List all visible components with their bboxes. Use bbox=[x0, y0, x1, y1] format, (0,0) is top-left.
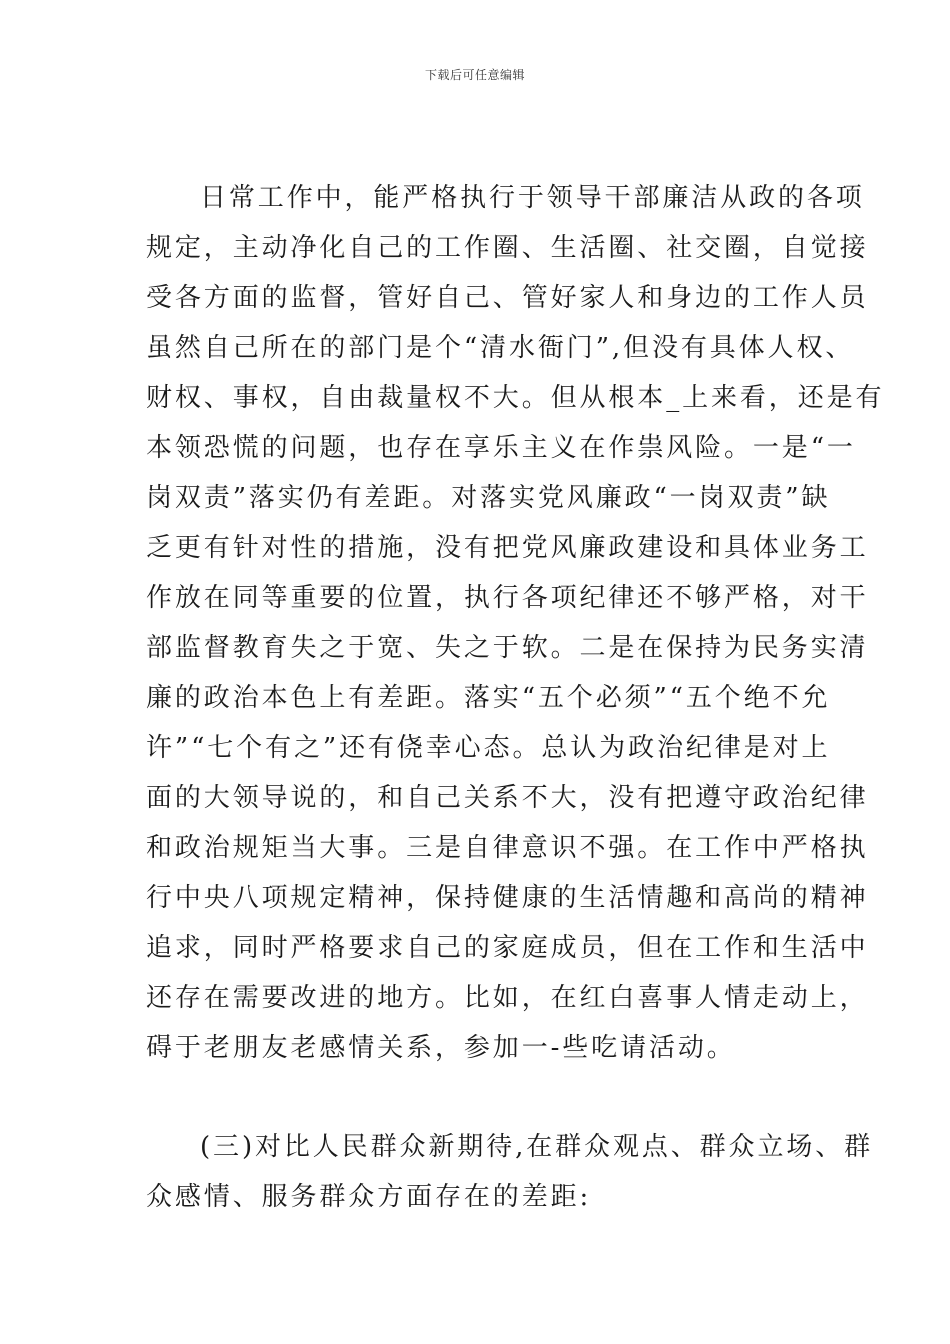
text-line: 碍于老朋友老感情关系，参加一-些吃请活动。 bbox=[146, 1033, 736, 1063]
text-line: 作放在同等重要的位置，执行各项纪律还不够严格，对干 bbox=[146, 583, 869, 613]
text-line: 许”“七个有之”还有侥幸心态。总认为政治纪律是对上 bbox=[146, 733, 831, 763]
text-line: 行中央八项规定精神，保持健康的生活情趣和高尚的精神 bbox=[146, 883, 869, 913]
text-line: 众感情、服务群众方面存在的差距: bbox=[146, 1182, 592, 1212]
text-line: 还存在需要改进的地方。比如，在红白喜事人情走动上， bbox=[146, 983, 869, 1013]
text-line: (三)对比人民群众新期待,在群众观点、群众立场、群 bbox=[200, 1132, 874, 1162]
text-line: 本领恐慌的问题，也存在享乐主义在作祟风险。一是“一 bbox=[146, 433, 856, 463]
text-line: 虽然自己所在的部门是个“清水衙门”,但没有具体人权、 bbox=[146, 333, 855, 363]
text-line: 部监督教育失之于宽、失之于软。二是在保持为民务实清 bbox=[146, 633, 869, 663]
text-line: 面的大领导说的，和自己关系不大，没有把遵守政治纪律 bbox=[146, 783, 869, 813]
text-line: 廉的政治本色上有差距。落实“五个必须”“五个绝不允 bbox=[146, 683, 831, 713]
page-header-note: 下载后可任意编辑 bbox=[424, 68, 525, 82]
text-line: 乏更有针对性的措施，没有把党风廉政建设和具体业务工 bbox=[146, 533, 869, 563]
text-line: 追求，同时严格要求自己的家庭成员，但在工作和生活中 bbox=[146, 933, 869, 963]
text-line: 日常工作中，能严格执行于领导干部廉洁从政的各项 bbox=[200, 183, 865, 213]
text-line: 财权、事权，自由裁量权不大。但从根本_上来看，还是有 bbox=[146, 383, 885, 413]
text-line: 规定，主动净化自己的工作圈、生活圈、社交圈，自觉接 bbox=[146, 233, 869, 263]
text-line: 受各方面的监督，管好自己、管好家人和身边的工作人员 bbox=[146, 283, 869, 313]
text-line: 岗双责”落实仍有差距。对落实党风廉政“一岗双责”缺 bbox=[146, 483, 831, 513]
text-line: 和政治规矩当大事。三是自律意识不强。在工作中严格执 bbox=[146, 833, 869, 863]
